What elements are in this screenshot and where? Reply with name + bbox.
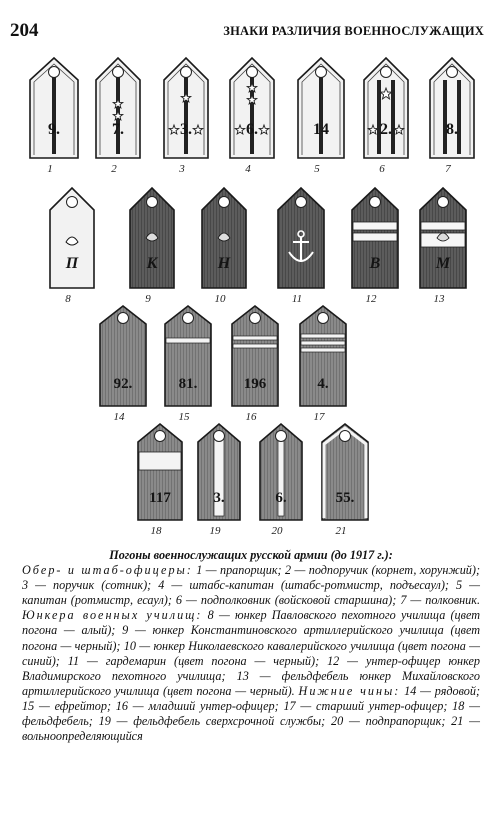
board-stripe bbox=[184, 76, 188, 154]
caption-title: Погоны военнослужащих русской армии (до 1917 г.): bbox=[109, 548, 393, 562]
board-emblem: 196 bbox=[243, 376, 267, 392]
figure-number: 7 bbox=[445, 163, 451, 175]
board-emblem: М bbox=[435, 255, 451, 272]
caption-junkers-text: 8 — юнкер Павловского пехотного училища (цвет погона — алый); 9 — юнкер Константиновского артиллерийского училища (цвет погона — черный); 10 — юнкер Николаевского кавалерийского училища (цвет погона — синий); 11 — гардемарин (цвет погона — черный); 12 — унтер-офицер юнкер Владимирского пехотного училища; 13 — фельдфебель юнкер Михайловского артиллерийского училища (цвет погона — черный). bbox=[22, 608, 480, 698]
shoulder-board bbox=[30, 58, 78, 158]
figure-number: 11 bbox=[291, 293, 303, 305]
board-emblem: 7. bbox=[112, 121, 124, 138]
shoulder-board bbox=[300, 306, 346, 406]
figure-number: 15 bbox=[178, 411, 190, 423]
shoulder-board bbox=[352, 188, 398, 288]
figure-number: 17 bbox=[313, 411, 325, 423]
button-icon bbox=[219, 197, 230, 208]
board-stripe bbox=[353, 233, 397, 241]
board-emblem: П bbox=[65, 255, 79, 272]
running-title: ЗНАКИ РАЗЛИЧИЯ ВОЕННОСЛУЖАЩИХ bbox=[223, 24, 484, 38]
shoulder-boards-illustration bbox=[0, 50, 492, 545]
board-emblem: 55. bbox=[335, 490, 355, 506]
figure-number: 1 bbox=[47, 163, 53, 175]
shoulder-board bbox=[430, 58, 474, 158]
shoulder-board bbox=[138, 424, 182, 520]
caption-officers-text: 1 — прапорщик; 2 — подпоручик (корнет, хорунжий); 3 — поручик (сотник); 4 — штабс-капитан (штабс-ротмистр, подъесаул); 5 — капитан (ротмистр, есаул); 6 — подполковник (войсковой старшина); 7 — полковник. bbox=[22, 563, 481, 608]
board-stripe bbox=[377, 80, 381, 154]
board-emblem: 6. bbox=[275, 490, 287, 506]
figure-number: 13 bbox=[433, 293, 445, 305]
shoulder-board bbox=[230, 58, 274, 158]
page-number: 204 bbox=[10, 20, 39, 41]
board-emblem: Н bbox=[217, 255, 231, 272]
board-emblem: В bbox=[369, 255, 381, 272]
shoulder-board bbox=[364, 58, 408, 158]
figure-number: 10 bbox=[214, 293, 226, 305]
button-icon bbox=[296, 197, 307, 208]
board-stripe bbox=[233, 336, 277, 340]
board-stripe bbox=[353, 222, 397, 230]
board-stripe bbox=[301, 334, 345, 338]
button-icon bbox=[155, 431, 166, 442]
button-icon bbox=[181, 67, 192, 78]
board-stripe bbox=[391, 80, 395, 154]
shoulder-board bbox=[260, 424, 302, 520]
board-emblem: 92. bbox=[113, 376, 133, 392]
shoulder-board bbox=[96, 58, 140, 158]
button-icon bbox=[447, 67, 458, 78]
button-icon bbox=[438, 197, 449, 208]
button-icon bbox=[370, 197, 381, 208]
shoulder-board bbox=[278, 188, 324, 288]
shoulder-board bbox=[100, 306, 146, 406]
board-stripe bbox=[52, 76, 56, 154]
button-icon bbox=[250, 313, 261, 324]
shoulder-board bbox=[164, 58, 208, 158]
board-stripe bbox=[139, 452, 181, 470]
figure-number: 2 bbox=[111, 163, 117, 175]
board-emblem: 3. bbox=[213, 490, 225, 506]
shoulder-board bbox=[130, 188, 174, 288]
button-icon bbox=[67, 197, 78, 208]
caption-body bbox=[22, 563, 480, 744]
board-stripe bbox=[301, 341, 345, 345]
shoulder-board bbox=[198, 424, 240, 520]
button-icon bbox=[214, 431, 225, 442]
figure-number: 18 bbox=[150, 525, 162, 537]
shoulder-board bbox=[165, 306, 211, 406]
caption-officers-heading: Обер- и штаб-офицеры: bbox=[22, 563, 193, 578]
figure-number: 21 bbox=[335, 525, 347, 537]
shoulder-board bbox=[50, 188, 94, 288]
figure-number: 9 bbox=[145, 293, 151, 305]
shoulder-board bbox=[298, 58, 344, 158]
button-icon bbox=[247, 67, 258, 78]
figure-number: 20 bbox=[271, 525, 283, 537]
caption-lower-text: 14 — рядовой; 15 — ефрейтор; 16 — младший унтер-офицер; 17 — старший унтер-офицер; 18 — фельдфебель; 19 — фельдфебель сверхсрочной службы; 20 — подпрапорщик; 21 — вольноопределяющийся bbox=[22, 683, 480, 744]
figure-caption bbox=[22, 548, 480, 744]
board-emblem: 8. bbox=[446, 121, 458, 138]
button-icon bbox=[113, 67, 124, 78]
shoulder-board bbox=[232, 306, 278, 406]
caption-lower-heading: Нижние чины: bbox=[298, 683, 401, 698]
board-stripe bbox=[166, 338, 210, 343]
button-icon bbox=[340, 431, 351, 442]
board-stripe bbox=[233, 344, 277, 348]
button-icon bbox=[381, 67, 392, 78]
button-icon bbox=[147, 197, 158, 208]
figure-number: 3 bbox=[179, 163, 185, 175]
board-emblem: 2. bbox=[380, 121, 392, 138]
board-emblem: 3. bbox=[180, 121, 192, 138]
figure-number: 19 bbox=[209, 525, 221, 537]
board-stripe bbox=[421, 222, 465, 230]
page-header bbox=[10, 20, 484, 44]
button-icon bbox=[276, 431, 287, 442]
figure-number: 12 bbox=[365, 293, 377, 305]
button-icon bbox=[316, 67, 327, 78]
shoulder-board bbox=[420, 188, 466, 288]
board-emblem: 81. bbox=[178, 376, 198, 392]
figure-number: 6 bbox=[379, 163, 385, 175]
figure-number: 5 bbox=[314, 163, 320, 175]
board-emblem: 6. bbox=[246, 121, 258, 138]
board-emblem: 117 bbox=[149, 490, 171, 506]
board-emblem: К bbox=[146, 255, 158, 272]
button-icon bbox=[183, 313, 194, 324]
figure-number: 4 bbox=[245, 163, 251, 175]
button-icon bbox=[49, 67, 60, 78]
board-emblem: 14 bbox=[313, 121, 329, 138]
button-icon bbox=[318, 313, 329, 324]
board-stripe bbox=[457, 80, 461, 154]
shoulder-board bbox=[322, 424, 368, 520]
board-stripe bbox=[301, 348, 345, 352]
button-icon bbox=[118, 313, 129, 324]
figure-number: 16 bbox=[245, 411, 257, 423]
caption-junkers-heading: Юнкера военных училищ: bbox=[22, 608, 203, 623]
board-stripe bbox=[319, 76, 323, 154]
shoulder-board bbox=[202, 188, 246, 288]
board-emblem: 4. bbox=[317, 376, 329, 392]
board-stripe bbox=[443, 80, 447, 154]
figure-number: 14 bbox=[113, 411, 125, 423]
board-emblem: 9. bbox=[48, 121, 60, 138]
figure-number: 8 bbox=[65, 293, 71, 305]
